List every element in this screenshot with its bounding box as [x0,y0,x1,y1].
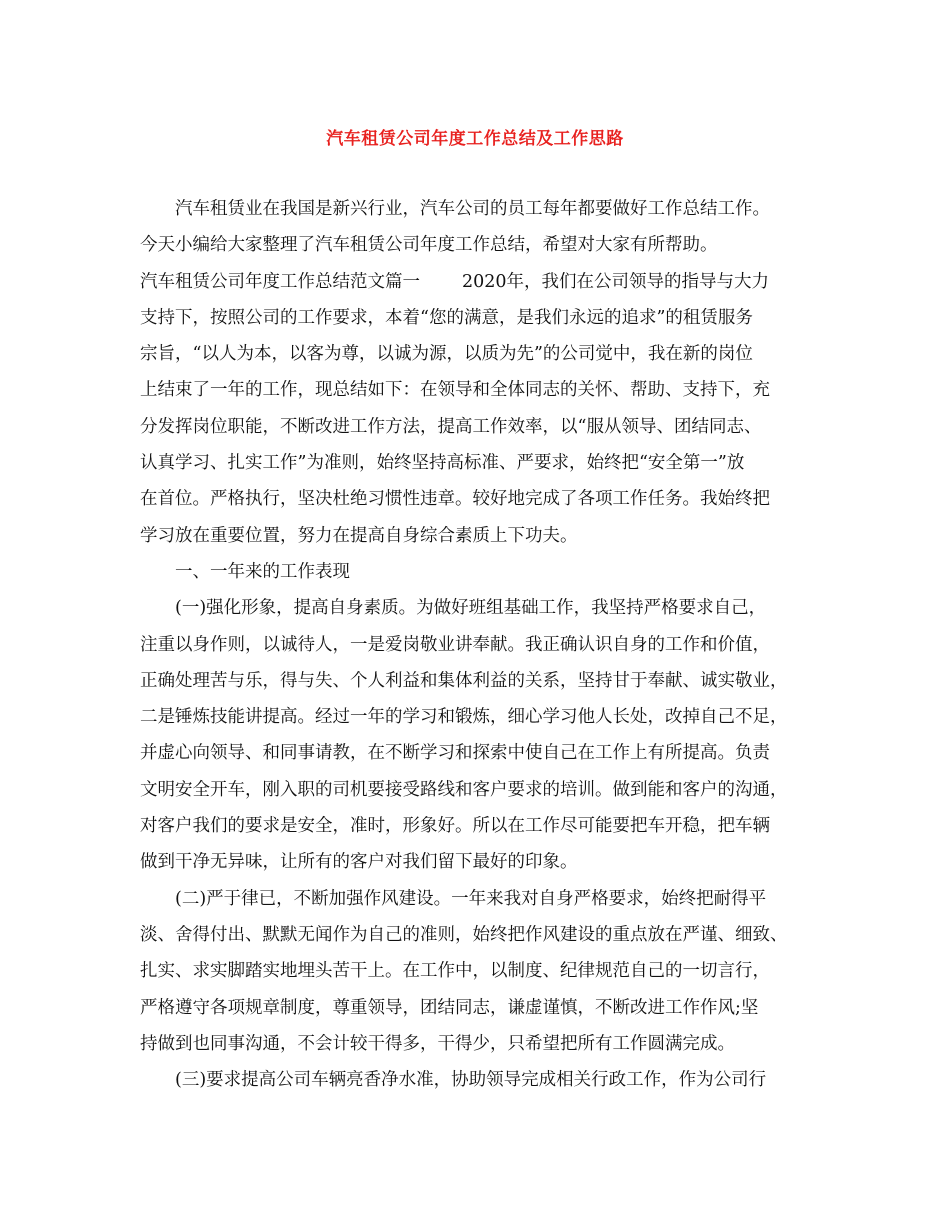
text-line: 文明安全开车，刚入职的司机要接受路线和客户要求的培训。做到能和客户的沟通， [140,779,788,800]
text-line: 学习放在重要位置，努力在提高自身综合素质上下功夫。 [140,525,578,546]
text-line: 注重以身作则，以诚待人，一是爱岗敬业讲奉献。我正确认识自身的工作和价值， [140,634,770,655]
text-line: 对客户我们的要求是安全，准时，形象好。所以在工作尽可能要把车开稳，把车辆 [140,816,770,837]
text-line: 并虚心向领导、和同事请教，在不断学习和探索中使自己在工作上有所提高。负责 [140,743,770,764]
text-line: 持做到也同事沟通，不会计较干得多，干得少，只希望把所有工作圆满完成。 [140,1033,735,1054]
text-line: 二是锤炼技能讲提高。经过一年的学习和锻炼，细心学习他人长处，改掉自己不足， [140,707,788,728]
text-line: (三)要求提高公司车辆亮香净水准，协助领导完成相关行政工作，作为公司行 [175,1070,767,1091]
text-line: (一)强化形象，提高自身素质。为做好班组基础工作，我坚持严格要求自己， [175,598,767,619]
text-line: 支持下，按照公司的工作要求，本着“您的满意，是我们永远的追求”的租赁服务 [140,307,753,328]
text-line: 认真学习、扎实工作”为准则，始终坚持高标准、严要求，始终把“安全第一”放 [140,453,745,474]
text-line: 在首位。严格执行，坚决杜绝习惯性违章。较好地完成了各项工作任务。我始终把 [140,489,770,510]
text-line: 扎实、求实脚踏实地埋头苦干上。在工作中，以制度、纪律规范自己的一切言行， [140,961,770,982]
text-line: 今天小编给大家整理了汽车租赁公司年度工作总结，希望对大家有所帮助。 [140,235,718,256]
text-line: 宗旨，“以人为本，以客为尊，以诚为源，以质为先”的公司觉中，我在新的岗位 [140,344,753,365]
text-line-composite [140,264,830,300]
document-title: 汽车租赁公司年度工作总结及工作思路 [326,129,624,149]
section-heading: 一、一年来的工作表现 [175,561,350,582]
text-line: 汽车租赁业在我国是新兴行业，汽车公司的员工每年都要做好工作总结工作。 [175,199,770,219]
text-line: 正确处理苦与乐，得与失、个人利益和集体利益的关系，坚持甘于奉献、诚实敬业， [140,670,788,691]
section-heading-fanwen-1: 汽车租赁公司年度工作总结范文篇一 [140,271,420,292]
text-line: 做到干净无异味，让所有的客户对我们留下最好的印象。 [140,852,578,873]
text-segment: 2020年，我们在公司领导的指导与大力 [462,271,770,292]
text-line: 严格遵守各项规章制度，尊重领导，团结同志，谦虚谨慎，不断改进工作作风;坚 [140,997,759,1018]
document-body [140,191,830,1098]
text-line: 淡、舍得付出、默默无闻作为自己的准则，始终把作风建设的重点放在严谨、细致、 [140,924,788,945]
text-line: 分发挥岗位职能，不断改进工作方法，提高工作效率，以“服从领导、团结同志、 [140,416,762,437]
text-line: (二)严于律已，不断加强作风建设。一年来我对自身严格要求，始终把耐得平 [175,888,767,909]
text-line: 上结束了一年的工作，现总结如下：在领导和全体同志的关怀、帮助、支持下，充 [140,380,770,401]
